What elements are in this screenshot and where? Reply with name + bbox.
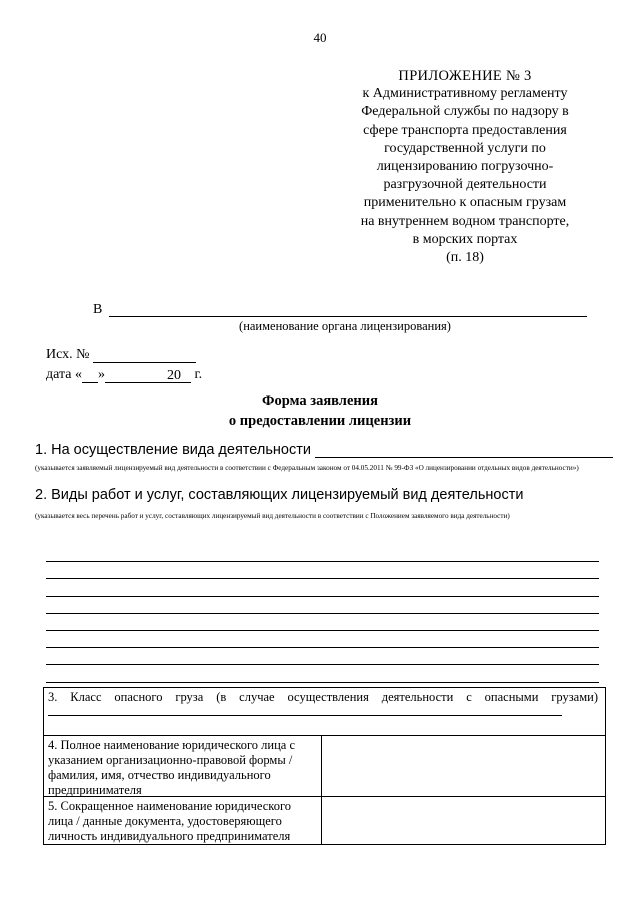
addressee-prefix: В [93, 302, 103, 317]
table-row-5 [44, 796, 605, 844]
table-cell-label [44, 796, 322, 844]
appendix-line: применительно к опасным грузам [363, 195, 567, 211]
blank-line[interactable] [46, 562, 599, 579]
appendix-line: Федеральной службы по надзору в [361, 104, 569, 120]
appendix-line: государственной услуги по [384, 140, 546, 156]
blank-line[interactable] [46, 631, 599, 648]
form-title [0, 391, 640, 431]
blank-line[interactable] [46, 579, 599, 596]
appendix-line: разгрузочной деятельности [383, 177, 547, 193]
appendix-header [340, 67, 590, 267]
outgoing-number-field[interactable] [93, 348, 196, 363]
appendix-line: (п. 18) [446, 250, 484, 266]
full-name-label: 4. Полное наименование юридического лица с указанием организационно-правовой формы / фамилия, имя, отчество индивидуального предпринимателя [48, 738, 296, 797]
blank-line[interactable] [46, 665, 599, 682]
item-1 [35, 442, 613, 458]
date-quote-close: » [97, 367, 105, 382]
outgoing-label: Исх. № [46, 347, 90, 362]
blank-line[interactable] [46, 648, 599, 665]
hazard-class-label: 3. Класс опасного груза (в случае осуществления деятельности с опасными грузами) [48, 690, 598, 704]
item-2-note: (указывается весь перечень работ и услуг, составляющих лицензируемый вид деятельности в соответствии с Положением заявляемого вида деятельности) [35, 512, 510, 520]
month-field[interactable] [105, 368, 157, 383]
day-field[interactable] [82, 368, 98, 383]
addressee-line [93, 302, 102, 318]
appendix-line: на внутреннем водном транспорте, [360, 213, 570, 229]
full-name-field[interactable] [322, 735, 605, 796]
table-row-4 [44, 735, 605, 797]
table-cell-label [44, 735, 322, 796]
addressee-caption: (наименование органа лицензирования) [239, 319, 451, 333]
outgoing-number [46, 347, 196, 363]
item-2-label: 2. Виды работ и услуг, составляющих лицензируемый вид деятельности [35, 487, 524, 503]
appendix-line: в морских портах [412, 231, 518, 247]
form-title-line1: Форма заявления [262, 393, 378, 409]
form-title-line2: о предоставлении лицензии [228, 413, 412, 429]
works-services-lines[interactable] [46, 545, 599, 683]
applicant-table [43, 687, 606, 845]
year-prefix: 20 [166, 368, 181, 383]
year-field[interactable] [157, 368, 191, 383]
item-1-note: (указывается заявляемый лицензируемый вид деятельности в соответствии с Федеральным законом от 04.05.2011 № 99-ФЗ «О лицензировании отдельных видов деятельности») [35, 464, 579, 472]
hazard-class-field[interactable] [48, 715, 562, 716]
item-1-label: 1. На осуществление вида деятельности [35, 442, 311, 458]
date-line [46, 367, 202, 383]
activity-type-field[interactable] [315, 443, 613, 458]
appendix-line: к Административному регламенту [362, 86, 568, 102]
year-suffix: г. [194, 367, 203, 382]
appendix-line: сфере транспорта предоставления [363, 122, 567, 138]
blank-line[interactable] [46, 597, 599, 614]
page-number: 40 [313, 30, 327, 45]
short-name-field[interactable] [322, 796, 605, 844]
blank-line[interactable] [46, 545, 599, 562]
appendix-title: ПРИЛОЖЕНИЕ № 3 [398, 68, 532, 84]
table-row-3 [44, 688, 605, 736]
blank-line[interactable] [46, 614, 599, 631]
appendix-line: лицензированию погрузочно- [376, 159, 554, 175]
short-name-label: 5. Сокращенное наименование юридического лица / данные документа, удостоверяющего личность индивидуального предпринимателя [48, 799, 292, 843]
addressee-field[interactable] [109, 316, 587, 317]
date-label: дата « [46, 367, 82, 382]
